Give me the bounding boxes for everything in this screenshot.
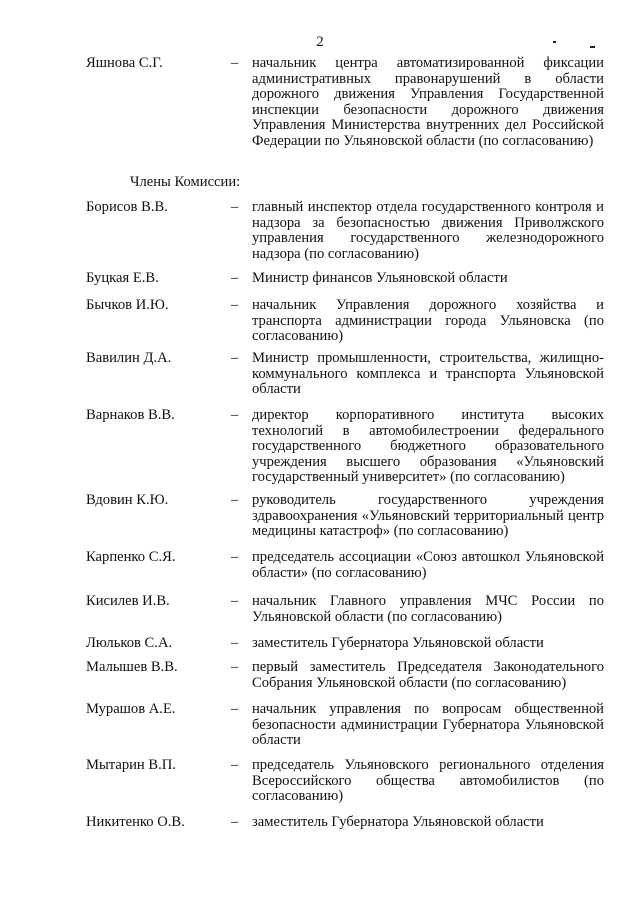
member-role: Министр промышленности, строительства, жилищно-коммунального комплекса и транспорта Ульяновской области <box>252 350 604 398</box>
member-name: Борисов В.В. <box>86 199 168 215</box>
member-name: Буцкая Е.В. <box>86 270 159 286</box>
member-name: Мытарин В.П. <box>86 757 176 773</box>
member-name: Бычков И.Ю. <box>86 297 169 313</box>
member-role: директор корпоративного института высоких технологий в автомобилестроении федерального государственного бюджетного образовательного учреждения высшего образования «Ульяновский государственный университет» (по согласованию) <box>252 407 604 486</box>
dash-separator: – <box>231 593 239 609</box>
dash-separator: – <box>231 407 239 423</box>
member-role: главный инспектор отдела государственного контроля и надзора за безопасностью движения Приволжского управления государственного железнодорожного надзора (по согласованию) <box>252 199 604 262</box>
dash-separator: – <box>231 701 239 717</box>
member-role: начальник управления по вопросам общественной безопасности администрации Губернатора Ульяновской области <box>252 701 604 749</box>
member-name: Люльков С.А. <box>86 635 173 651</box>
member-role: начальник Управления дорожного хозяйства и транспорта администрации города Ульяновска (по согласованию) <box>252 297 604 345</box>
page-number: 2 <box>316 34 324 50</box>
member-name: Варнаков В.В. <box>86 407 175 423</box>
dash-separator: – <box>231 635 239 651</box>
dash-separator: – <box>231 297 239 313</box>
dash-separator: – <box>231 55 239 71</box>
dash-separator: – <box>231 549 239 565</box>
member-name: Мурашов А.Е. <box>86 701 176 717</box>
member-name: Малышев В.В. <box>86 659 178 675</box>
member-role: заместитель Губернатора Ульяновской области <box>252 635 544 651</box>
member-name: Яшнова С.Г. <box>86 55 163 71</box>
member-role: председатель ассоциации «Союз автошкол Ульяновской области» (по согласованию) <box>252 549 604 581</box>
member-name: Кисилев И.В. <box>86 593 170 609</box>
dash-separator: – <box>231 270 239 286</box>
dash-separator: – <box>231 199 239 215</box>
scan-speck <box>590 46 595 48</box>
member-name: Вдовин К.Ю. <box>86 492 169 508</box>
member-role: руководитель государственного учреждения здравоохранения «Ульяновский территориальный центр медицины катастроф» (по согласованию) <box>252 492 604 540</box>
scan-speck <box>553 41 556 43</box>
member-role: председатель Ульяновского регионального отделения Всероссийского общества автомобилистов (по согласованию) <box>252 757 604 805</box>
member-role: начальник Главного управления МЧС России по Ульяновской области (по согласованию) <box>252 593 604 625</box>
dash-separator: – <box>231 492 239 508</box>
dash-separator: – <box>231 659 239 675</box>
dash-separator: – <box>231 350 239 366</box>
member-role: первый заместитель Председателя Законодательного Собрания Ульяновской области (по согласованию) <box>252 659 604 691</box>
member-name: Никитенко О.В. <box>86 814 185 830</box>
member-name: Карпенко С.Я. <box>86 549 176 565</box>
member-name: Вавилин Д.А. <box>86 350 172 366</box>
member-role: заместитель Губернатора Ульяновской области <box>252 814 544 830</box>
members-heading: Члены Комиссии: <box>130 174 241 190</box>
member-role: начальник центра автоматизированной фиксации административных правонарушений в области дорожного движения Управления Государственной инспекции безопасности дорожного движения Управления Министерства внутренних дел Российской Федерации по Ульяновской области (по согласованию) <box>252 55 604 149</box>
member-role: Министр финансов Ульяновской области <box>252 270 508 286</box>
dash-separator: – <box>231 757 239 773</box>
dash-separator: – <box>231 814 239 830</box>
